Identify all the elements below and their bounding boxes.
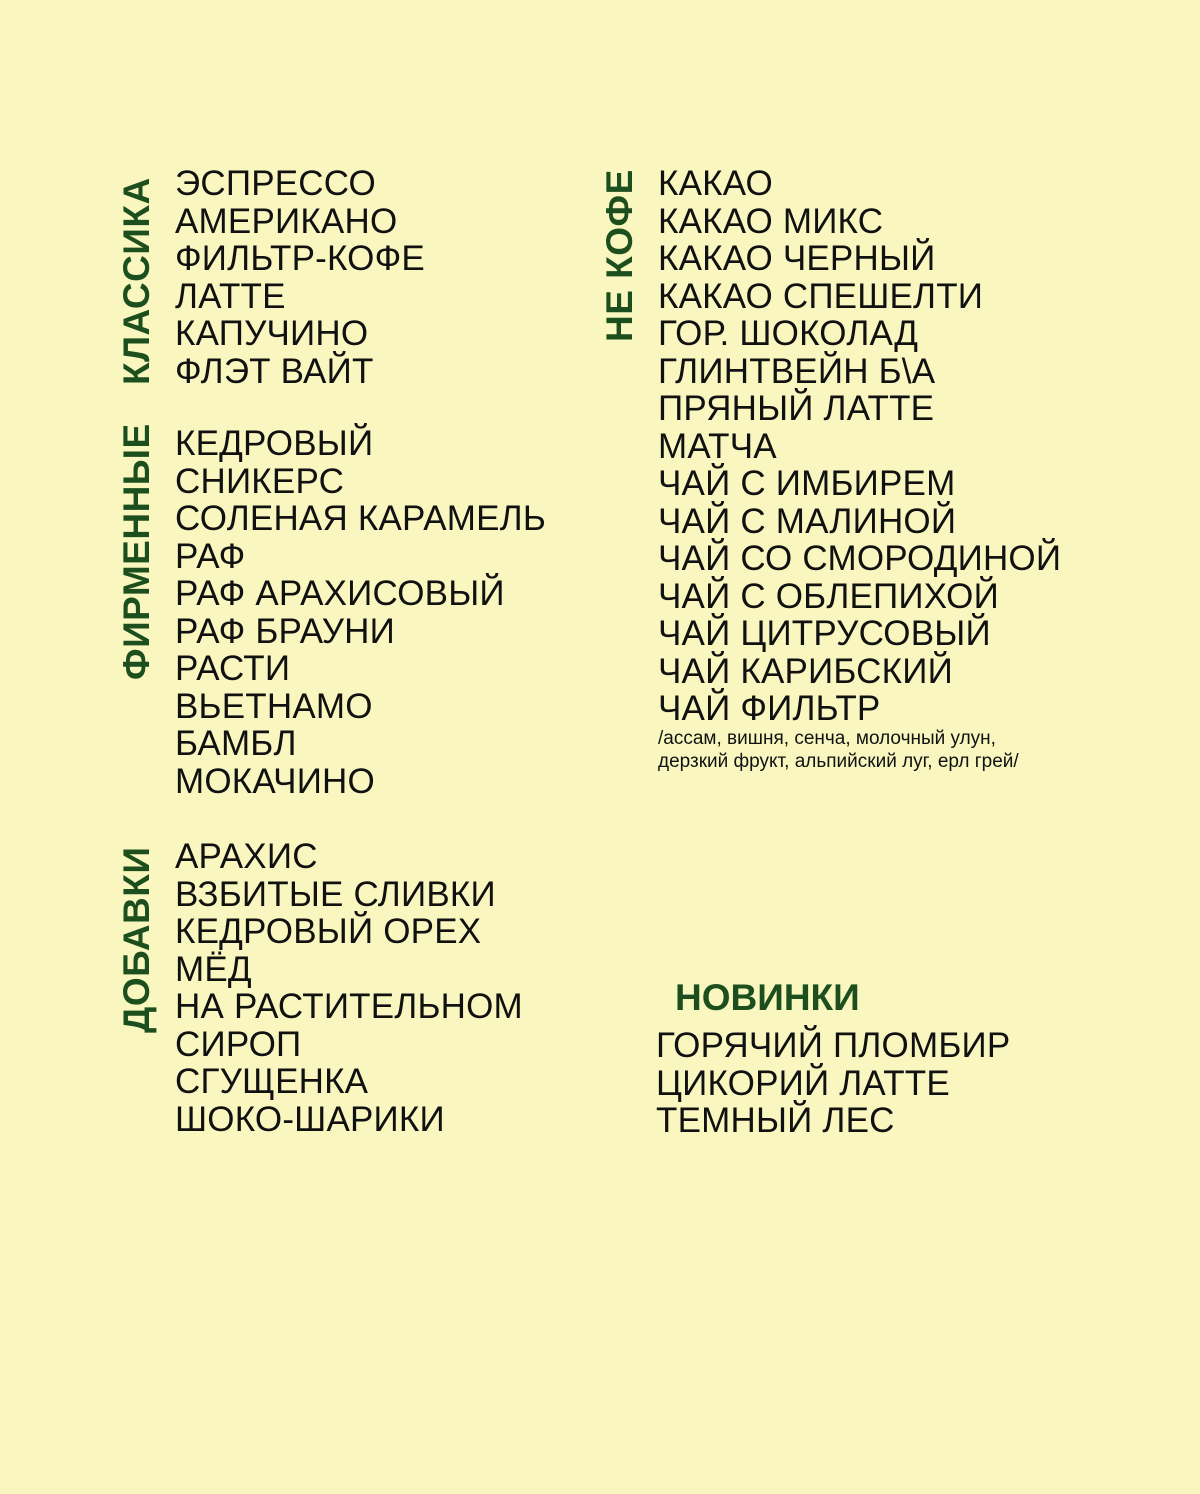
klassika-list <box>175 165 425 390</box>
list-item: АРАХИС <box>175 837 318 876</box>
list-item: ГЛИНТВЕЙН Б\А <box>658 351 936 391</box>
list-item: ВЬЕТНАМО <box>175 686 373 726</box>
list-item: КАКАО ЧЕРНЫЙ <box>658 239 936 278</box>
list-item: ЧАЙ С ИМБИРЕМ <box>658 464 956 503</box>
list-item: СИРОП <box>175 1024 302 1064</box>
klassika-heading: КЛАССИКА <box>116 177 157 385</box>
list-item: КЕДРОВЫЙ <box>175 424 374 463</box>
ne-kofe-list <box>658 165 1061 728</box>
firmennye-heading: ФИРМЕННЫЕ <box>116 423 157 680</box>
list-item: АМЕРИКАНО <box>175 201 398 241</box>
list-item: СОЛЕНАЯ КАРАМЕЛЬ <box>175 499 546 538</box>
list-item: КАКАО <box>658 164 773 203</box>
list-item: РАСТИ <box>175 649 291 688</box>
list-item: ЦИКОРИЙ ЛАТТЕ <box>656 1063 950 1103</box>
list-item: МЁД <box>175 949 252 989</box>
list-item: КАПУЧИНО <box>175 314 369 353</box>
list-item: КАКАО МИКС <box>658 201 884 241</box>
list-item: РАФ АРАХИСОВЫЙ <box>175 574 505 613</box>
list-item: ПРЯНЫЙ ЛАТТЕ <box>658 389 935 428</box>
list-item: ЧАЙ С МАЛИНОЙ <box>658 501 957 541</box>
tea-note-line: дерзкий фрукт, альпийский луг, ерл грей/ <box>658 751 1019 772</box>
list-item: ГОРЯЧИЙ ПЛОМБИР <box>656 1026 1011 1065</box>
list-item: ФЛЭТ ВАЙТ <box>175 351 374 391</box>
list-item: ЛАТТЕ <box>175 276 286 316</box>
list-item: ЧАЙ С ОБЛЕПИХОЙ <box>658 576 999 616</box>
list-item: СГУЩЕНКА <box>175 1062 369 1101</box>
list-item: НА РАСТИТЕЛЬНОМ <box>175 987 523 1026</box>
list-item: КАКАО СПЕШЕЛТИ <box>658 276 984 316</box>
tea-note <box>658 727 1019 773</box>
list-item: ВЗБИТЫЕ СЛИВКИ <box>175 874 496 914</box>
list-item: РАФ <box>175 536 246 576</box>
list-item: ЧАЙ ЦИТРУСОВЫЙ <box>658 614 991 653</box>
list-item: СНИКЕРС <box>175 461 345 501</box>
dobavki-heading: ДОБАВКИ <box>116 846 157 1033</box>
list-item: ЧАЙ ФИЛЬТР <box>658 689 881 728</box>
list-item: КЕДРОВЫЙ ОРЕХ <box>175 912 482 951</box>
list-item: ТЕМНЫЙ ЛЕС <box>656 1101 895 1140</box>
list-item: ЭСПРЕССО <box>175 164 376 203</box>
list-item: ЧАЙ КАРИБСКИЙ <box>658 651 953 691</box>
list-item: МАТЧА <box>658 426 777 466</box>
list-item: ГОР. ШОКОЛАД <box>658 314 919 353</box>
ne-kofe-heading: НЕ КОФЕ <box>599 169 640 342</box>
firmennye-list <box>175 425 546 800</box>
tea-note-line: /ассам, вишня, сенча, молочный улун, <box>658 728 996 749</box>
list-item: РАФ БРАУНИ <box>175 611 395 651</box>
list-item: ФИЛЬТР-КОФЕ <box>175 239 425 278</box>
novinki-list <box>656 1027 1010 1140</box>
novinki-heading: НОВИНКИ <box>675 977 860 1018</box>
list-item: МОКАЧИНО <box>175 761 375 801</box>
list-item: ШОКО-ШАРИКИ <box>175 1099 445 1139</box>
dobavki-list <box>175 838 523 1138</box>
list-item: ЧАЙ СО СМОРОДИНОЙ <box>658 539 1062 578</box>
list-item: БАМБЛ <box>175 724 297 763</box>
